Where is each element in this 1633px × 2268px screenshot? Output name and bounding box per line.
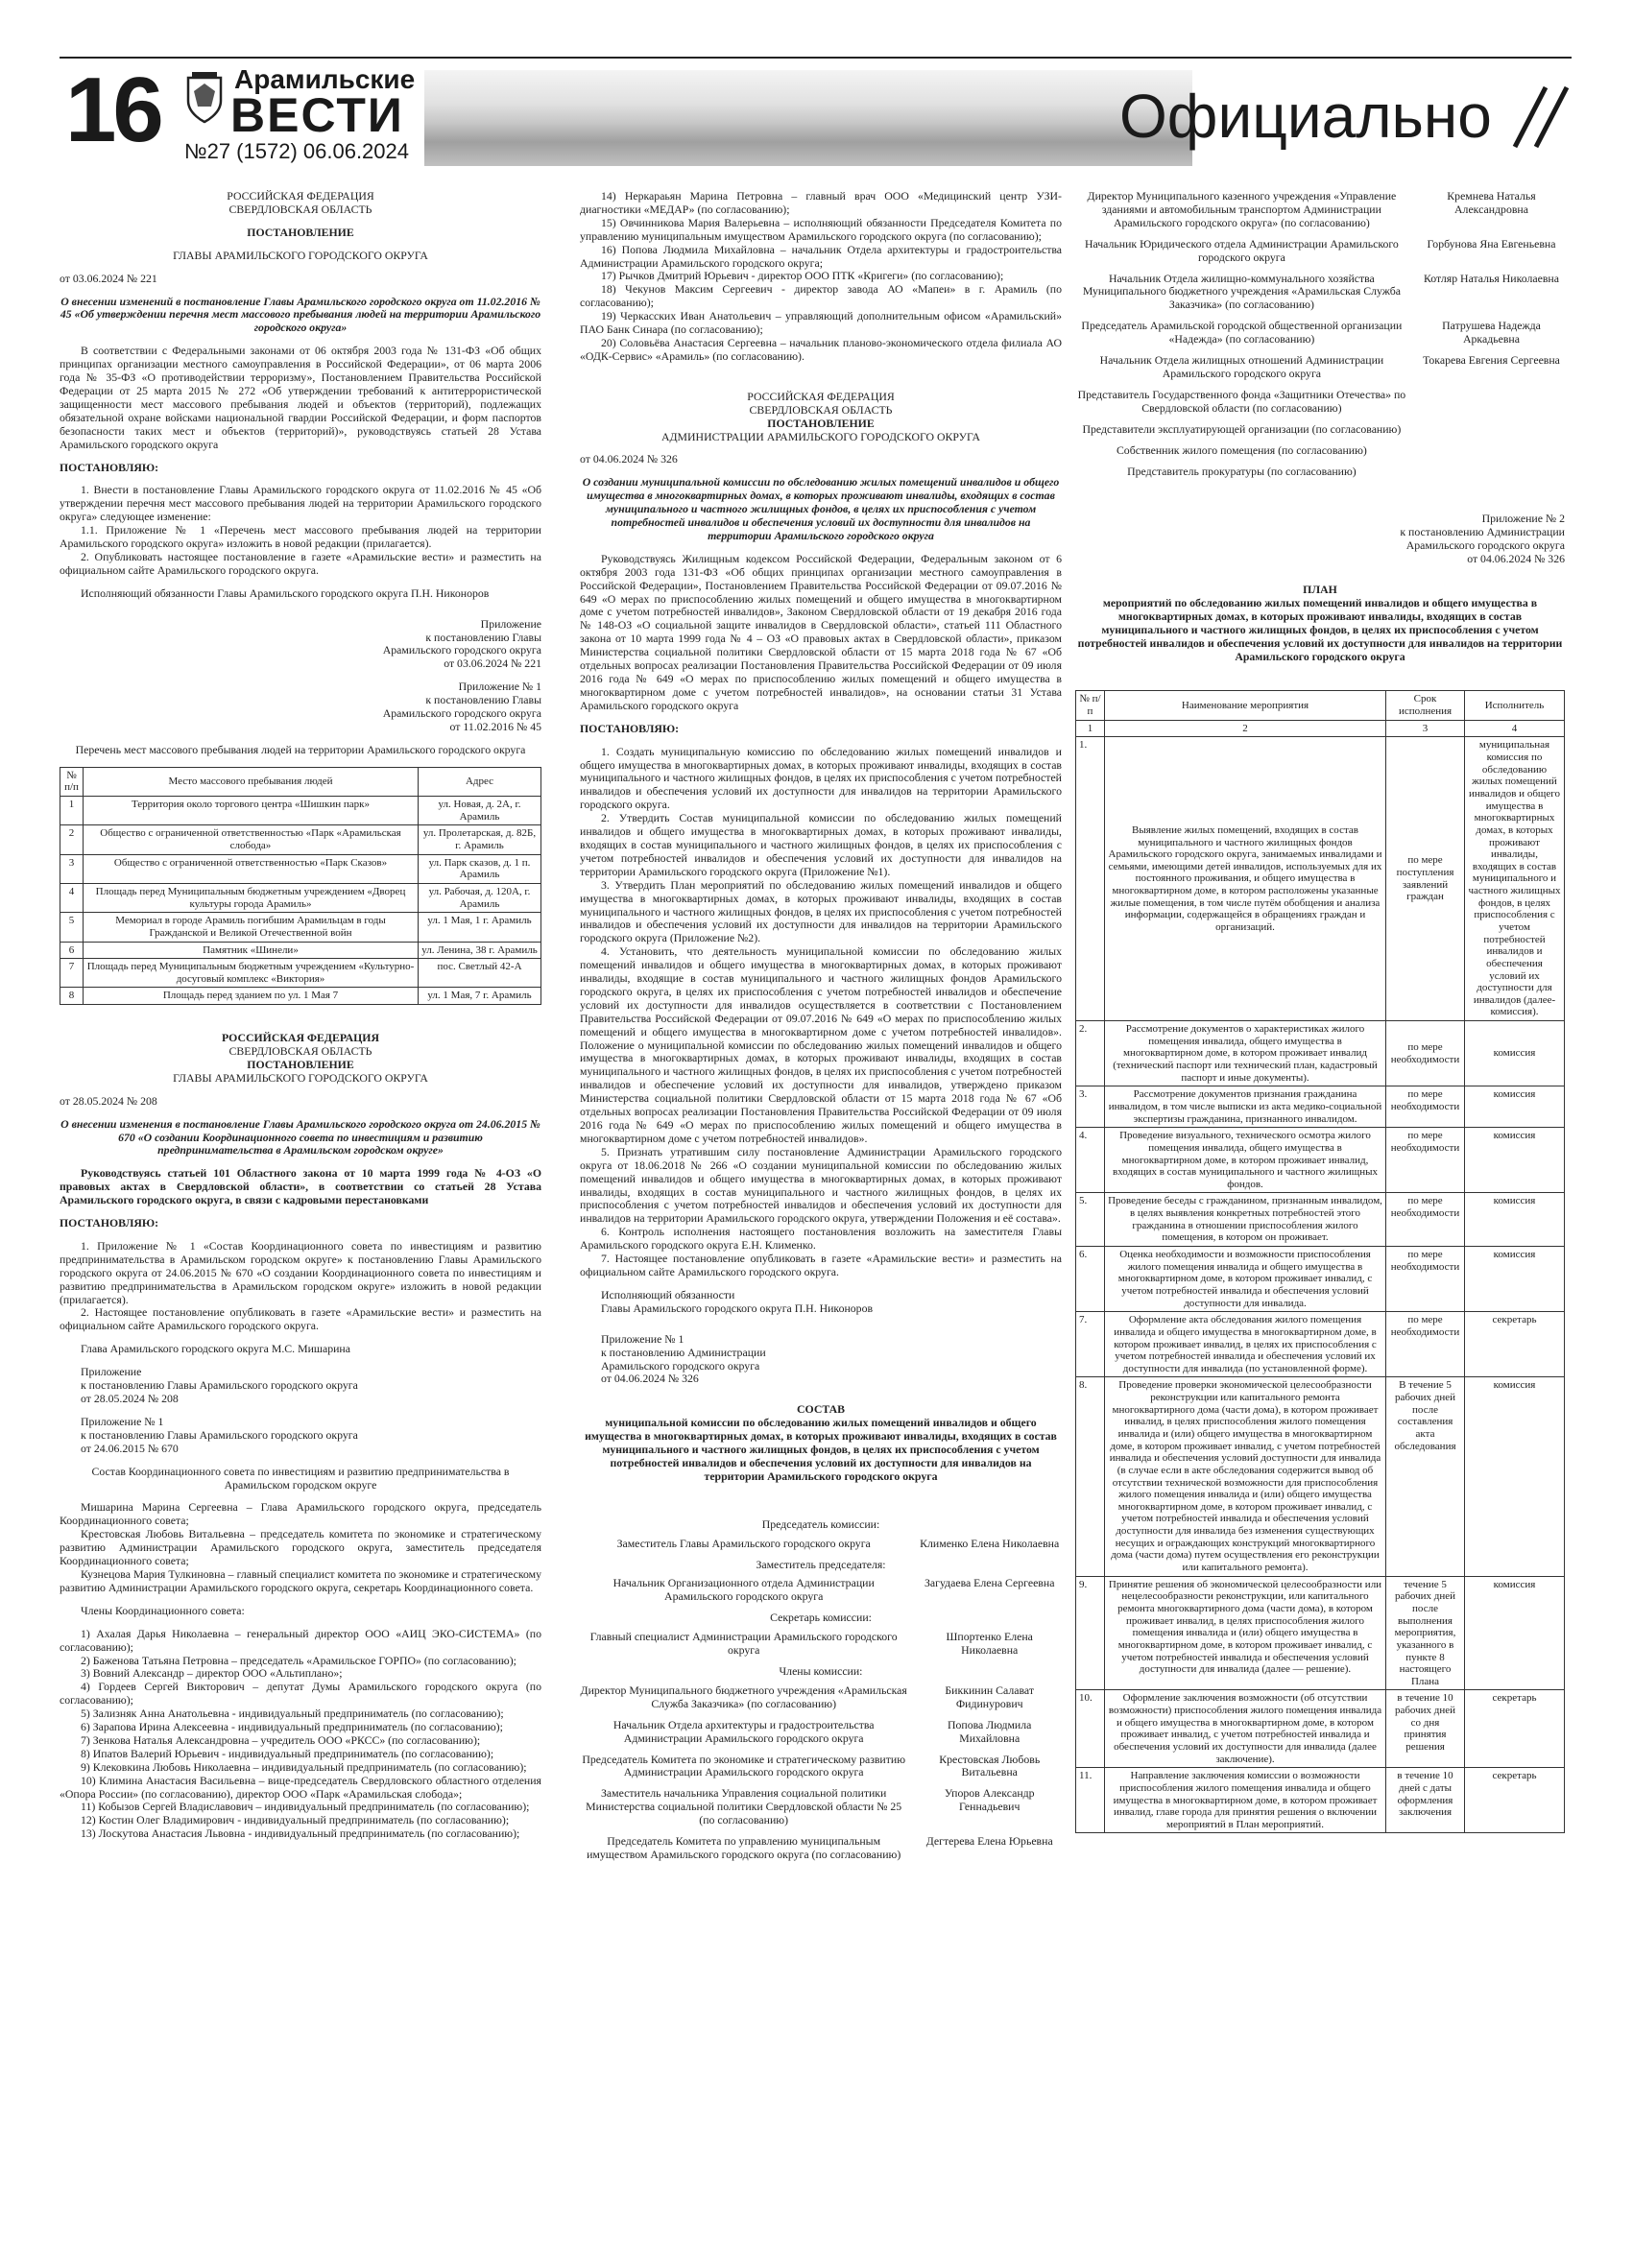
- doc2-member: 18) Чекунов Максим Сергеевич - директор завода АО «Мапеи» в г. Арамиль (по согласованию);: [580, 282, 1062, 310]
- doc3-subject: О создании муниципальной комиссии по обследованию жилых помещений инвалидов и общего имущества в многоквартирных домах, в которых проживают инвалиды, входящих в состав муниципального и частного жилищных фондов, в целях их приспособления с учетом потребностей инвалидов и обеспечения условий их доступности для инвалидов на территории Арамильского городского округа: [582, 475, 1060, 542]
- doc2-member: 12) Костин Олег Владимирович - индивидуальный предприниматель (по согласованию);: [81, 1813, 510, 1827]
- commission-member: Заместитель начальника Управления социальной политики Министерства социальной политики Свердловской области № 25 (по согласованию) Упоров Александр Геннадьевич: [586, 1786, 1035, 1827]
- table-row: 6. Оценка необходимости и возможности приспособления жилого помещения инвалида и общего имущества в многоквартирном доме, в котором проживает инвалид, с учетом потребностей инвалида и обеспечения условий доступности для инвалида. по мере необходимости комиссия: [1076, 1247, 1565, 1312]
- doc1-item: 2. Опубликовать настоящее постановление в газете «Арамильские вести» и разместить на официальном сайте Арамильского городского округа.: [60, 549, 541, 577]
- doc2-member: 11) Кобызов Сергей Владиславович – индивидуальный предприниматель (по согласованию);: [81, 1800, 530, 1814]
- table-row: 9. Принятие решения об экономической целесообразности или нецелесообразности реконструкции, или капитального ремонта многоквартирного дома (части дома), в котором проживает инвалид, в целях приспособления жилого помещения инвалида и (или) общего имущества в многоквартирном доме, в котором проживает инвалид, с учетом потребностей инвалида и обеспечения условий доступности для инвалида (далее — решение). течение 5 рабочих дней после выполнения мероприятия, указанного в пункте 8 настоящего Плана комиссия: [1076, 1576, 1565, 1690]
- plan-subtitle: мероприятий по обследованию жилых помещений инвалидов и общего имущества в многоквартирных домах, в которых проживают инвалиды, входящих в состав муниципального и частного жилищных фондов, в целях их приспособления с учетом потребностей инвалидов и обеспечения условий их доступности для инвалидов на территории Арамильского городского округа: [1077, 595, 1563, 663]
- header-panorama-image: [424, 70, 1192, 166]
- table-row: 3. Рассмотрение документов признания гражданина инвалидом, в том числе выписки из акта медико-социальной экспертизы гражданина, признанного инвалидом. по мере необходимости комиссия: [1076, 1086, 1565, 1128]
- doc2-member: 13) Лоскутова Анастасия Львовна - индивидуальный предприниматель (по согласованию);: [81, 1826, 520, 1841]
- doc2-org: ГЛАВЫ АРАМИЛЬСКОГО ГОРОДСКОГО ОКРУГА: [173, 1070, 428, 1085]
- doc1-org: ГЛАВЫ АРАМИЛЬСКОГО ГОРОДСКОГО ОКРУГА: [173, 248, 428, 262]
- doc3-head-region: СВЕРДЛОВСКАЯ ОБЛАСТЬ: [749, 402, 893, 417]
- doc2-member: 1) Ахалая Дарья Николаевна – генеральный директор ООО «АИЦ ЭКО-СИСТЕМА» (по согласованию);: [60, 1626, 541, 1654]
- commission-member: Председатель Комитета по экономике и стратегическому развитию Администрации Арамильского городского округа Крестовская Любовь Витальевна: [582, 1752, 1041, 1779]
- doc2-signature: Глава Арамильского городского округа М.С. Мишарина: [81, 1342, 350, 1356]
- table-row: 5 Мемориал в городе Арамиль погибшим Арамильцам в годы Гражданской и Великой Отечественной войн ул. 1 Мая, 1 г. Арамиль: [60, 913, 541, 942]
- header-rule: [60, 57, 1572, 59]
- doc3-composition-title: СОСТАВ: [796, 1402, 846, 1417]
- commission-member: Начальник Юридического отдела Администрации Арамильского городского округа Горбунова Яна Евгеньевна: [1084, 236, 1556, 264]
- doc1-date: от 03.06.2024 № 221: [60, 271, 157, 285]
- doc2-item: 1. Приложение № 1 «Состав Координационного совета по инвестициям и развитию предпринимательства в Арамильском городском округе» к постановлению Главы Арамильского городского округа от 24.06.2015 № 670 «О создании Координационного совета по инвестициям и развитию предпринимательства в Арамильском городском округе» изложить в новой редакции (прилагается).: [60, 1238, 541, 1306]
- commission-representative: Собственник жилого помещения (по согласованию): [1116, 442, 1367, 457]
- doc2-member: 19) Черкасских Иван Анатольевич – управляющий дополнительным офисом «Арамильский» ПАО Банк Синара (по согласованию);: [580, 309, 1062, 337]
- doc2-member: 6) Зарапова Ирина Алексеевна - индивидуальный предприниматель (по согласованию);: [81, 1720, 503, 1734]
- doc1-appendix-b: Приложение № 1 к постановлению Главы Арамильского городского округа от 11.02.2016 № 45: [382, 680, 541, 733]
- commission-representative: Представители эксплуатирующей организации (по согласованию): [1082, 421, 1402, 436]
- issue-number: №27 (1572) 06.06.2024: [184, 139, 409, 163]
- members-label: Члены комиссии:: [779, 1664, 863, 1678]
- doc2-member: 8) Ипатов Валерий Юрьевич - индивидуальный предприниматель (по согласованию);: [81, 1746, 494, 1760]
- table-row: 6 Памятник «Шинели» ул. Ленина, 38 г. Арамиль: [60, 942, 541, 959]
- doc3-resolve: ПОСТАНОВЛЯЮ:: [580, 721, 680, 735]
- table-row: 3 Общество с ограниченной ответственностью «Парк Сказов» ул. Парк сказов, д. 1 п. Арамиль: [60, 854, 541, 883]
- doc3-item: 1. Создать муниципальную комиссию по обследованию жилых помещений инвалидов и общего имущества в многоквартирных домах, в которых проживают инвалиды, входящих в состав муниципального и частного жилищных фондов, в целях их приспособления с учетом потребностей инвалидов и обеспечения условий их доступности для инвалидов на территории Арамильского городского округа.: [580, 744, 1062, 812]
- doc2-member: 4) Гордеев Сергей Викторович – депутат Думы Арамильского городского округа (по согласованию);: [60, 1680, 541, 1707]
- doc3-signature: Исполняющий обязанности Главы Арамильского городского округа П.Н. Никоноров: [601, 1287, 874, 1315]
- commission-member: Председатель Арамильской городской общественной организации «Надежда» (по согласованию) Патрушева Надежда Аркадьевна: [1081, 319, 1541, 346]
- doc2-item: 2. Настоящее постановление опубликовать в газете «Арамильские вести» и разместить на официальном сайте Арамильского городского округа.: [60, 1305, 541, 1333]
- doc3-item: 6. Контроль исполнения настоящего постановления возложить на заместителя Главы Арамильского городского округа Е.Н. Клименко.: [580, 1225, 1062, 1253]
- doc3-item: 2. Утвердить Состав муниципальной комиссии по обследованию жилых помещений инвалидов и общего имущества в многоквартирных домах, в которых проживают инвалиды, входящих в состав муниципального и частного жилищных фондов, в целях их приспособления с учетом потребностей инвалидов и обеспечения условий их доступности для инвалидов на территории Арамильского городского округа (Приложение №1).: [580, 811, 1062, 878]
- doc2-resolve: ПОСТАНОВЛЯЮ:: [60, 1216, 159, 1230]
- doc2-leader: Кузнецова Мария Тулкиновна – главный специалист комитета по экономике и стратегическому развитию Администрации Арамильского городского округа, секретарь Координационного совета.: [60, 1566, 541, 1594]
- doc2-leader: Мишарина Марина Сергеевна – Глава Арамильского городского округа, председатель Координационного совета;: [60, 1500, 541, 1528]
- masthead: [60, 53, 1572, 178]
- table-row: 7 Площадь перед Муниципальным бюджетным учреждением «Культурно-досуговый комплекс «Виктория» пос. Светлый 42-А: [60, 959, 541, 988]
- doc2-date: от 28.05.2024 № 208: [60, 1093, 157, 1108]
- doc2-member: 16) Попова Людмила Михайловна – начальник Отдела архитектуры и градостроительства Администрации Арамильского городского округа;: [580, 242, 1062, 270]
- commission-member: Директор Муниципального казенного учреждения «Управление зданиями и автомобильным транспортом Администрации Арамильского городского округа» (по согласованию) Кремнева Наталья Александровна: [1087, 189, 1536, 229]
- doc2-member: 9) Клековкина Любовь Николаевна – индивидуальный предприниматель (по согласованию);: [81, 1759, 527, 1774]
- doc2-members-label: Члены Координационного совета:: [81, 1603, 245, 1617]
- table-row: 2 Общество с ограниченной ответственностью «Парк «Арамильская слобода» ул. Пролетарская, д. 82Б, г. Арамиль: [60, 825, 541, 854]
- masthead-title-top: Арамильские: [234, 64, 416, 94]
- coat-of-arms-icon: [184, 72, 225, 126]
- table-header-row: № п/п Наименование мероприятия Срок исполнения Исполнитель: [1076, 691, 1565, 720]
- commission-member: Начальник Организационного отдела Администрации Арамильского городского округа Загудаева Елена Сергеевна: [612, 1576, 1055, 1604]
- doc3-item: 4. Установить, что деятельность муниципальной комиссии по обследованию жилых помещений инвалидов и общего имущества в многоквартирных домах, в которых проживают инвалиды, входящие в состав муниципального и частного жилищных фондов Арамильского городского округа, в целях их приспособления с учетом потребностей инвалидов и обеспечение условий их доступности для инвалидов осуществляется в соответствии с Постановлением Правительства Российской Федерации от 09.07.2016 № 649 «О мерах по приспособлению жилых помещений и общего имущества в многоквартирном доме с учетом потребностей инвалидов». Положение о муниципальной комиссии по обследованию жилых помещений инвалидов и общего имущества в многоквартирных домах, в которых проживают инвалиды, входящих в состав муниципального и частного жилищных фондов, в целях их приспособления с учетом потребностей инвалидов и обеспечение условий их доступности для инвалидов, утверждено приказом Министерства социальной политики Свердловской области от 15 марта 2018 года № 67 «Об отдельных вопросах реализации Постановления Правительства Российской Федерации от 09 июля 2016 года № 649 «О мерах по приспособлению жилых помещений и общего имущества в многоквартирном доме с учетом потребностей инвалидов».: [580, 944, 1062, 1145]
- doc2-preamble: Руководствуясь статьей 101 Областного закона от 10 марта 1999 года № 4-ОЗ «О правовых актах в Свердловской области», в соответствии со статьей 28 Устава Арамильского городского округа, в связи с кадровыми перестановками: [60, 1166, 541, 1207]
- double-slash-icon: [1507, 82, 1574, 153]
- doc2-member: 2) Баженова Татьяна Петровна – председатель «Арамильское ГОРПО» (по согласованию);: [81, 1653, 516, 1667]
- doc2-member: 10) Климина Анастасия Васильевна – вице-председатель Свердловского областного отделения «Опора России» (по согласованию), директор ООО «Парк «Арамильская слобода»;: [60, 1773, 541, 1801]
- doc2-subject: О внесении изменения в постановление Главы Арамильского городского округа от 24.06.2015 № 670 «О создании Координационного совета по инвестициям и развитию предпринимательства в Арамильском городском округе»: [60, 1116, 540, 1158]
- doc2-appendix-b: Приложение № 1 к постановлению Главы Арамильского городского округа от 24.06.2015 № 670: [81, 1414, 358, 1455]
- doc2-title: ПОСТАНОВЛЕНИЕ: [247, 1057, 354, 1071]
- doc2-head-region: СВЕРДЛОВСКАЯ ОБЛАСТЬ: [228, 1043, 372, 1058]
- commission-member: Начальник Отдела архитектуры и градостроительства Администрации Арамильского городского округа Попова Людмила Михайловна: [612, 1717, 1032, 1745]
- commission-member: Директор Муниципального бюджетного учреждения «Арамильская Служба Заказчика» (по согласованию) Биккинин Салават Фидинурович: [580, 1683, 1034, 1710]
- doc2-member: 17) Рычков Дмитрий Юрьевич - директор ООО ПТК «Кригеги» (по согласованию);: [601, 269, 1004, 283]
- commission-representative: Представитель прокуратуры (по согласованию): [1127, 464, 1357, 478]
- doc2-member: 14) Неркараьян Марина Петровна – главный врач ООО «Медицинский центр УЗИ-диагностики «МЕДАР» (по согласованию);: [580, 189, 1062, 216]
- plan-appendix: Приложение № 2 к постановлению Администрации Арамильского городского округа от 04.06.2024 № 326: [1400, 512, 1565, 566]
- doc1-list-title: Перечень мест массового пребывания людей на территории Арамильского городского округа: [75, 742, 526, 756]
- commission-member: Председатель Комитета по управлению муниципальным имуществом Арамильского городского округа (по согласованию) Дегтерева Елена Юрьевна: [587, 1834, 1053, 1861]
- commission-member: Заместитель Главы Арамильского городского округа Клименко Елена Николаевна: [616, 1536, 1060, 1550]
- table-header-row: № п/п Место массового пребывания людей Адрес: [60, 767, 541, 796]
- table-row: 7. Оформление акта обследования жилого помещения инвалида и общего имущества в многоквартирном доме, в котором проживает инвалид, в целях их приспособления с учетом потребностей инвалида и обеспечения условий их доступности для инвалида (по установленной форме). по мере необходимости секретарь: [1076, 1312, 1565, 1377]
- doc1-title: ПОСТАНОВЛЕНИЕ: [247, 225, 354, 239]
- doc3-item: 3. Утвердить План мероприятий по обследованию жилых помещений инвалидов и общего имущества в многоквартирных домах, в которых проживают инвалиды, входящих в состав муниципального и частного жилищных фондов, в целях их приспособления с учетом потребностей инвалидов и обеспечения условий их доступности для инвалидов на территории Арамильского городского округа (Приложение №2).: [580, 877, 1062, 945]
- doc3-appendix: Приложение № 1 к постановлению Администрации Арамильского городского округа от 04.06.2024 № 326: [601, 1331, 766, 1386]
- doc3-composition-subtitle: муниципальной комиссии по обследованию жилых помещений инвалидов и общего имущества в многоквартирных домах, в которых проживают инвалиды, входящих в состав муниципального и частного жилищных фондов, в целях их приспособления с учетом потребностей инвалидов и обеспечения условий их доступности для инвалидов на территории Арамильского городского округа: [585, 1416, 1057, 1483]
- plan-table: [1075, 690, 1565, 1833]
- table-row: 5. Проведение беседы с гражданином, признанным инвалидом, в целях выявления конкретных потребностей этого гражданина в отношении приспособления жилого помещения, в котором он проживает. по мере необходимости комиссия: [1076, 1193, 1565, 1247]
- doc3-head-country: РОССИЙСКАЯ ФЕДЕРАЦИЯ: [747, 389, 895, 403]
- doc3-date: от 04.06.2024 № 326: [580, 452, 678, 466]
- table-number-row: 1 2 3 4: [1076, 720, 1565, 737]
- doc2-member: 15) Овчинникова Мария Валерьевна – исполняющий обязанности Председателя Комитета по управлению муниципальным имуществом Арамильского городского округа (по согласованию);: [580, 215, 1062, 243]
- table-row: 2. Рассмотрение документов о характеристиках жилого помещения инвалида, общего имущества в многоквартирном доме, в котором проживает инвалид (технический паспорт или технический план, кадастровый паспорт и иные документы). по мере необходимости комиссия: [1076, 1021, 1565, 1086]
- doc1-signature: Исполняющий обязанности Главы Арамильского городского округа П.Н. Никоноров: [81, 585, 490, 600]
- table-row: 10. Оформление заключения возможности (об отсутствии возможности) приспособления жилого помещения инвалида и общего имущества в многоквартирном доме, в котором проживает инвалид, с учетом потребностей инвалида и обеспечения условий их доступности для инвалида (далее заключение). в течение 10 рабочих дней со дня принятия решения секретарь: [1076, 1690, 1565, 1768]
- doc1-resolve: ПОСТАНОВЛЯЮ:: [60, 460, 159, 474]
- doc1-item: 1.1. Приложение № 1 «Перечень мест массового пребывания людей на территории Арамильского городского округа» изложить в новой редакции (прилагается).: [60, 523, 541, 551]
- doc3-title: ПОСТАНОВЛЕНИЕ: [767, 416, 875, 430]
- table-row: 4 Площадь перед Муниципальным бюджетным учреждением «Дворец культуры города Арамиль» ул. Рабочая, д. 120А, г. Арамиль: [60, 883, 541, 912]
- doc2-member: 3) Вовний Александр – директор ООО «Альтиплано»;: [81, 1666, 343, 1681]
- doc1-item: 1. Внести в постановление Главы Арамильского городского округа от 11.02.2016 № 45 «Об утверждении перечня мест массового пребывания людей на территории Арамильского городского округа» следующее изменение:: [60, 483, 541, 524]
- commission-representative: Представитель Государственного фонда «Защитники Отечества» по Свердловской области (по согласованию): [1077, 387, 1406, 415]
- column-2: [580, 190, 1062, 1870]
- column-3: [1075, 190, 1565, 1833]
- table-row: 1 Территория около торгового центра «Шишкин парк» ул. Новая, д. 2А, г. Арамиль: [60, 797, 541, 825]
- table-row: 8. Проведение проверки экономической целесообразности реконструкции или капитального ремонта многоквартирного дома (части дома), в котором проживает инвалид, в целях приспособления жилого помещения инвалида и (или) общего имущества в многоквартирном доме, в котором проживает инвалид, с учетом потребностей инвалида и обеспечения условий доступности для инвалида (в случае если в акте обследования содержится вывод об отсутствии технической возможности для приспособления жилого помещения инвалида и (или) общего имущества многоквартирном доме, в котором проживает инвалид, с учетом потребностей инвалида и обеспечения условий доступности для инвалида без изменения существующих несущих и ограждающих конструкций многоквартирного дома (части дома) путем осуществления его реконструкции или капитального ремонта). В течение 5 рабочих дней после составления акта обследования комиссия: [1076, 1377, 1565, 1576]
- deputy-label: Заместитель председателя:: [756, 1557, 886, 1571]
- places-table: [60, 767, 541, 1005]
- doc2-member: 20) Соловьёва Анастасия Сергеевна – начальник планово-экономического отдела филиала АО «ОДК-Сервис» «Арамиль» (по согласованию).: [580, 335, 1062, 363]
- section-title: Официально: [1119, 82, 1492, 151]
- doc3-preamble: Руководствуясь Жилищным кодексом Российской Федерации, Федеральным законом от 6 октября 2003 года 131-ФЗ «Об общих принципах организации местного самоуправления в Российской Федерации», Постановлением Правительства Российской Федерации от 09.07.2016 № 649 «О мерах по приспособлению жилых помещений и общего имущества в многоквартирном доме с учетом потребностей инвалидов», Законом Свердловской области от 19 декабря 2016 года № 148-ОЗ «О социальной защите инвалидов в Свердловской области», статьей 111 Областного закона от 10 марта 1999 года № 4 – ОЗ «О правовых актах в Свердловской области», приказом Министерства социальной политики Свердловской области от 15 марта 2018 года № 67 «Об отдельных вопросах реализации Постановления Правительства Российской Федерации от 09 июля 2016 года № 649 «О мерах по приспособлению жилых помещений и общего имущества в многоквартирном доме с учетом потребностей инвалидов», на основании статьи 31 Устава Арамильского городского округа: [580, 551, 1062, 712]
- secretary-label: Секретарь комиссии:: [770, 1611, 872, 1625]
- doc2-leader: Крестовская Любовь Витальевна – председатель комитета по экономике и стратегическому развитию Администрации Арамильского городского округа, заместитель председателя Координационного совета;: [60, 1527, 541, 1568]
- doc1-head-country: РОССИЙСКАЯ ФЕДЕРАЦИЯ: [227, 189, 374, 203]
- doc3-org: АДМИНИСТРАЦИИ АРАМИЛЬСКОГО ГОРОДСКОГО ОКРУГА: [660, 429, 981, 443]
- commission-member: Начальник Отдела жилищных отношений Администрации Арамильского городского округа Токарева Евгения Сергеевна: [1099, 353, 1560, 380]
- column-1: [60, 190, 541, 1841]
- table-row: 8 Площадь перед зданием по ул. 1 Мая 7 ул. 1 Мая, 7 г. Арамиль: [60, 988, 541, 1005]
- doc2-appendix-a: Приложение к постановлению Главы Арамильского городского округа от 28.05.2024 № 208: [81, 1365, 358, 1405]
- doc2-head-country: РОССИЙСКАЯ ФЕДЕРАЦИЯ: [222, 1031, 379, 1045]
- commission-member: Главный специалист Администрации Арамильского городского округа Шпортенко Елена Николаевна: [589, 1630, 1033, 1658]
- plan-title: ПЛАН: [1303, 583, 1337, 597]
- chair-label: Председатель комиссии:: [761, 1516, 880, 1531]
- masthead-title-bottom: ВЕСТИ: [230, 88, 404, 142]
- doc1-subject: О внесении изменений в постановление Главы Арамильского городского округа от 11.02.2016 № 45 «Об утверждении перечня мест массового пребывания людей на территории Арамильского городского округа»: [60, 294, 541, 335]
- page-number: 16: [65, 59, 160, 161]
- doc3-item: 5. Признать утратившим силу постановление Администрации Арамильского городского округа от 18.06.2018 № 266 «О создании муниципальной комиссии по обследованию жилых помещений инвалидов и общего имущества в многоквартирных домах, в которых проживают инвалиды, входящих в состав муниципального и частного жилищных фондов, в целях их приспособления с учетом потребностей инвалидов и обеспечения условий их доступности для инвалидов на территории Арамильского городского округа, утверждении Положения и её состава».: [580, 1144, 1062, 1226]
- doc1-appendix-a: Приложение к постановлению Главы Арамильского городского округа от 03.06.2024 № 221: [382, 616, 541, 671]
- table-row: 4. Проведение визуального, технического осмотра жилого помещения инвалида, общего имущества в многоквартирном доме, в котором проживает инвалид, входящих в состав муниципального и частного жилищных фондов. по мере необходимости комиссия: [1076, 1128, 1565, 1193]
- doc1-preamble: В соответствии с Федеральными законами от 06 октября 2003 года № 131-ФЗ «Об общих принципах организации местного самоуправления в Российской Федерации», от 06 марта 2006 года № 35-ФЗ «О противодействии терроризму», Постановлением Правительства Российской Федерации от 25 марта 2015 № 272 «Об утверждении требований к антитеррористической защищенности мест массового пребывания людей и объектов (территорий), подлежащих обязательной охране войсками национальной гвардии Российской Федерации, и форм паспортов безопасности таких мест и объектов (территорий)», руководствуясь статьей 28 Устава Арамильского городского округа: [60, 344, 541, 451]
- doc2-member: 5) Зализняк Анна Анатольевна - индивидуальный предприниматель (по согласованию);: [81, 1707, 504, 1721]
- table-row: 1. Выявление жилых помещений, входящих в состав муниципального и частного жилищных фондов Арамильского городского округа, занимаемых инвалидами и семьями, имеющими детей инвалидов, используемых для их постоянного проживания, и общего имущества в многоквартирном доме, в котором расположены указанные жилые помещения, в том числе путём обобщения и анализа информации, содержащейся в обращениях граждан и организаций. по мере поступления заявлений граждан муниципальная комиссия по обследованию жилых помещений инвалидов и общего имущества в многоквартирных домах, в которых проживают инвалиды, входящих в состав муниципального и частного жилищных фондов, в целях приспособления с учетом потребностей инвалидов и обеспечения условий их доступности для инвалидов (далее-комиссия).: [1076, 737, 1565, 1021]
- doc1-head-region: СВЕРДЛОВСКАЯ ОБЛАСТЬ: [228, 202, 372, 216]
- doc2-member: 7) Зенкова Наталья Александровна – учредитель ООО «РКСС» (по согласованию);: [81, 1732, 481, 1747]
- doc3-item: 7. Настоящее постановление опубликовать в газете «Арамильские вести» и разместить на официальном сайте Арамильского городского округа.: [580, 1252, 1062, 1278]
- commission-member: Начальник Отдела жилищно-коммунального хозяйства Муниципального бюджетного учреждения «Арамильская Служба Заказчика» (по согласованию) Котляр Наталья Николаевна: [1082, 271, 1559, 312]
- table-row: 11. Направление заключения комиссии о возможности приспособления жилого помещения инвалида и общего имущества в многоквартирном доме, в котором проживает инвалид, главе города для принятия решения о включении мероприятий в План мероприятий. в течение 10 дней с даты оформления заключения секретарь: [1076, 1768, 1565, 1833]
- doc2-composition-title: Состав Координационного совета по инвестициям и развитию предпринимательства в Арамильском городском округе: [91, 1464, 510, 1492]
